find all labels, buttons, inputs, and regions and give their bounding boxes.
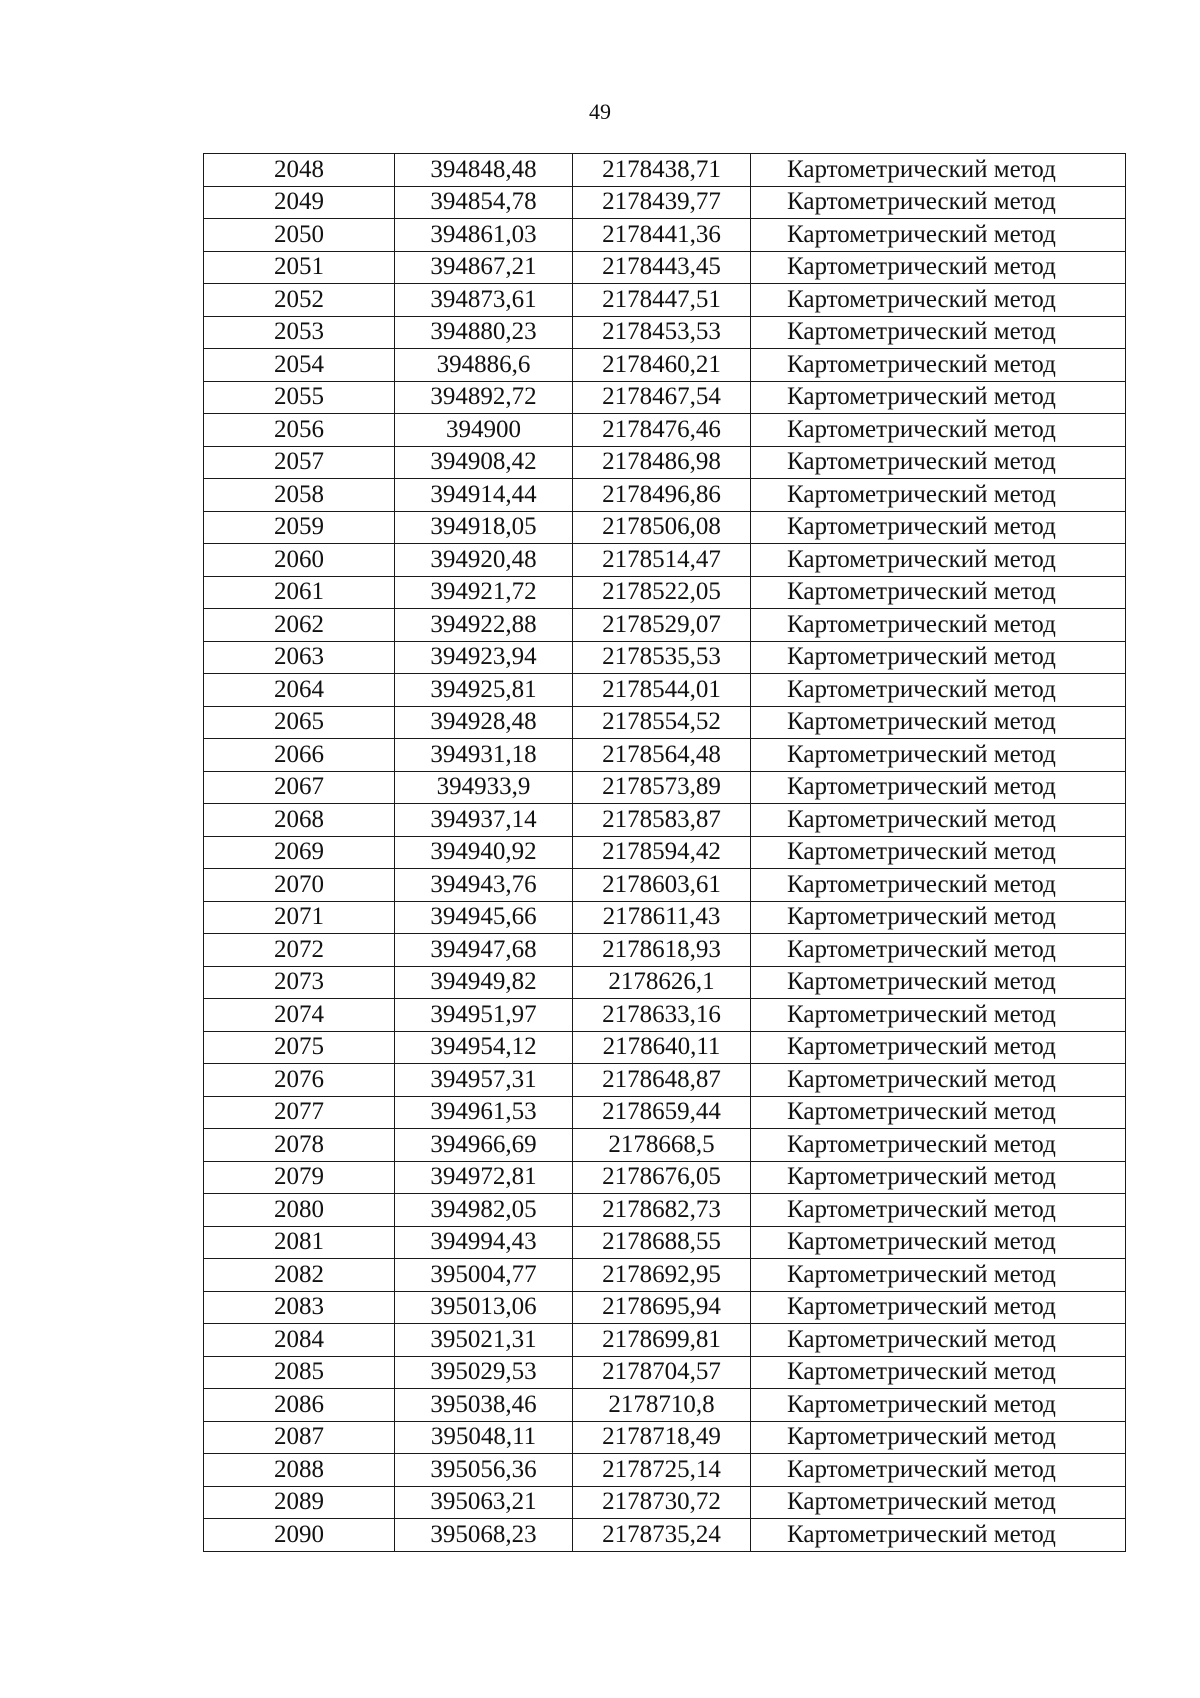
point-number-cell: 2078 [204, 1129, 395, 1162]
x-coordinate-cell: 394854,78 [395, 186, 573, 219]
x-coordinate-cell: 395029,53 [395, 1356, 573, 1389]
y-coordinate-cell: 2178699,81 [573, 1324, 751, 1357]
method-cell: Картометрический метод [751, 381, 1126, 414]
point-number-cell: 2080 [204, 1194, 395, 1227]
point-number-cell: 2075 [204, 1031, 395, 1064]
method-cell: Картометрический метод [751, 1064, 1126, 1097]
point-number-cell: 2066 [204, 739, 395, 772]
table-row [204, 869, 1126, 902]
x-coordinate-cell: 394972,81 [395, 1161, 573, 1194]
x-coordinate-cell: 394961,53 [395, 1096, 573, 1129]
y-coordinate-cell: 2178439,77 [573, 186, 751, 219]
method-cell: Картометрический метод [751, 316, 1126, 349]
y-coordinate-cell: 2178735,24 [573, 1519, 751, 1552]
y-coordinate-cell: 2178659,44 [573, 1096, 751, 1129]
table-row [204, 1291, 1126, 1324]
y-coordinate-cell: 2178603,61 [573, 869, 751, 902]
method-cell: Картометрический метод [751, 1389, 1126, 1422]
y-coordinate-cell: 2178682,73 [573, 1194, 751, 1227]
table-row [204, 446, 1126, 479]
method-cell: Картометрический метод [751, 706, 1126, 739]
y-coordinate-cell: 2178447,51 [573, 284, 751, 317]
point-number-cell: 2055 [204, 381, 395, 414]
point-number-cell: 2048 [204, 154, 395, 187]
method-cell: Картометрический метод [751, 1291, 1126, 1324]
table-row [204, 999, 1126, 1032]
point-number-cell: 2053 [204, 316, 395, 349]
x-coordinate-cell: 394945,66 [395, 901, 573, 934]
table-row [204, 804, 1126, 837]
point-number-cell: 2069 [204, 836, 395, 869]
x-coordinate-cell: 395004,77 [395, 1259, 573, 1292]
point-number-cell: 2085 [204, 1356, 395, 1389]
y-coordinate-cell: 2178718,49 [573, 1421, 751, 1454]
method-cell: Картометрический метод [751, 609, 1126, 642]
y-coordinate-cell: 2178594,42 [573, 836, 751, 869]
method-cell: Картометрический метод [751, 576, 1126, 609]
point-number-cell: 2060 [204, 544, 395, 577]
y-coordinate-cell: 2178476,46 [573, 414, 751, 447]
point-number-cell: 2067 [204, 771, 395, 804]
table-row [204, 154, 1126, 187]
table-row [204, 251, 1126, 284]
point-number-cell: 2062 [204, 609, 395, 642]
method-cell: Картометрический метод [751, 446, 1126, 479]
y-coordinate-cell: 2178583,87 [573, 804, 751, 837]
point-number-cell: 2057 [204, 446, 395, 479]
point-number-cell: 2087 [204, 1421, 395, 1454]
y-coordinate-cell: 2178453,53 [573, 316, 751, 349]
table-row [204, 1486, 1126, 1519]
y-coordinate-cell: 2178725,14 [573, 1454, 751, 1487]
method-cell: Картометрический метод [751, 284, 1126, 317]
table-row [204, 1161, 1126, 1194]
x-coordinate-cell: 394920,48 [395, 544, 573, 577]
table-row [204, 836, 1126, 869]
method-cell: Картометрический метод [751, 1454, 1126, 1487]
point-number-cell: 2086 [204, 1389, 395, 1422]
x-coordinate-cell: 394861,03 [395, 219, 573, 252]
point-number-cell: 2083 [204, 1291, 395, 1324]
table-row [204, 771, 1126, 804]
point-number-cell: 2082 [204, 1259, 395, 1292]
y-coordinate-cell: 2178695,94 [573, 1291, 751, 1324]
y-coordinate-cell: 2178460,21 [573, 349, 751, 382]
point-number-cell: 2077 [204, 1096, 395, 1129]
x-coordinate-cell: 394873,61 [395, 284, 573, 317]
x-coordinate-cell: 394957,31 [395, 1064, 573, 1097]
x-coordinate-cell: 394867,21 [395, 251, 573, 284]
y-coordinate-cell: 2178618,93 [573, 934, 751, 967]
table-row [204, 316, 1126, 349]
method-cell: Картометрический метод [751, 836, 1126, 869]
x-coordinate-cell: 394918,05 [395, 511, 573, 544]
x-coordinate-cell: 394933,9 [395, 771, 573, 804]
method-cell: Картометрический метод [751, 511, 1126, 544]
table-row [204, 284, 1126, 317]
point-number-cell: 2088 [204, 1454, 395, 1487]
y-coordinate-cell: 2178688,55 [573, 1226, 751, 1259]
x-coordinate-cell: 394923,94 [395, 641, 573, 674]
table-row [204, 186, 1126, 219]
method-cell: Картометрический метод [751, 186, 1126, 219]
y-coordinate-cell: 2178443,45 [573, 251, 751, 284]
y-coordinate-cell: 2178692,95 [573, 1259, 751, 1292]
point-number-cell: 2084 [204, 1324, 395, 1357]
method-cell: Картометрический метод [751, 641, 1126, 674]
y-coordinate-cell: 2178626,1 [573, 966, 751, 999]
method-cell: Картометрический метод [751, 414, 1126, 447]
table-row [204, 1096, 1126, 1129]
x-coordinate-cell: 394931,18 [395, 739, 573, 772]
x-coordinate-cell: 394951,97 [395, 999, 573, 1032]
method-cell: Картометрический метод [751, 479, 1126, 512]
table-row [204, 479, 1126, 512]
table-row [204, 1259, 1126, 1292]
page-number: 49 [589, 99, 611, 124]
method-cell: Картометрический метод [751, 901, 1126, 934]
table-row [204, 414, 1126, 447]
method-cell: Картометрический метод [751, 1096, 1126, 1129]
y-coordinate-cell: 2178573,89 [573, 771, 751, 804]
y-coordinate-cell: 2178438,71 [573, 154, 751, 187]
x-coordinate-cell: 395056,36 [395, 1454, 573, 1487]
x-coordinate-cell: 394954,12 [395, 1031, 573, 1064]
point-number-cell: 2071 [204, 901, 395, 934]
y-coordinate-cell: 2178704,57 [573, 1356, 751, 1389]
x-coordinate-cell: 394908,42 [395, 446, 573, 479]
table-row [204, 1519, 1126, 1552]
table-row [204, 349, 1126, 382]
point-number-cell: 2079 [204, 1161, 395, 1194]
table-row [204, 934, 1126, 967]
x-coordinate-cell: 395013,06 [395, 1291, 573, 1324]
point-number-cell: 2052 [204, 284, 395, 317]
point-number-cell: 2073 [204, 966, 395, 999]
x-coordinate-cell: 395068,23 [395, 1519, 573, 1552]
point-number-cell: 2051 [204, 251, 395, 284]
x-coordinate-cell: 394966,69 [395, 1129, 573, 1162]
table-row [204, 1324, 1126, 1357]
y-coordinate-cell: 2178529,07 [573, 609, 751, 642]
point-number-cell: 2061 [204, 576, 395, 609]
method-cell: Картометрический метод [751, 966, 1126, 999]
method-cell: Картометрический метод [751, 999, 1126, 1032]
y-coordinate-cell: 2178441,36 [573, 219, 751, 252]
x-coordinate-cell: 395021,31 [395, 1324, 573, 1357]
x-coordinate-cell: 394928,48 [395, 706, 573, 739]
x-coordinate-cell: 394982,05 [395, 1194, 573, 1227]
coordinates-table-body [204, 154, 1126, 1552]
method-cell: Картометрический метод [751, 1129, 1126, 1162]
x-coordinate-cell: 394848,48 [395, 154, 573, 187]
table-row [204, 901, 1126, 934]
method-cell: Картометрический метод [751, 219, 1126, 252]
y-coordinate-cell: 2178522,05 [573, 576, 751, 609]
y-coordinate-cell: 2178710,8 [573, 1389, 751, 1422]
y-coordinate-cell: 2178611,43 [573, 901, 751, 934]
x-coordinate-cell: 394900 [395, 414, 573, 447]
y-coordinate-cell: 2178506,08 [573, 511, 751, 544]
y-coordinate-cell: 2178648,87 [573, 1064, 751, 1097]
point-number-cell: 2054 [204, 349, 395, 382]
x-coordinate-cell: 394940,92 [395, 836, 573, 869]
x-coordinate-cell: 394921,72 [395, 576, 573, 609]
y-coordinate-cell: 2178554,52 [573, 706, 751, 739]
table-row [204, 1356, 1126, 1389]
x-coordinate-cell: 394914,44 [395, 479, 573, 512]
method-cell: Картометрический метод [751, 771, 1126, 804]
point-number-cell: 2056 [204, 414, 395, 447]
x-coordinate-cell: 394994,43 [395, 1226, 573, 1259]
y-coordinate-cell: 2178640,11 [573, 1031, 751, 1064]
table-row [204, 544, 1126, 577]
table-row [204, 674, 1126, 707]
point-number-cell: 2059 [204, 511, 395, 544]
point-number-cell: 2081 [204, 1226, 395, 1259]
point-number-cell: 2050 [204, 219, 395, 252]
y-coordinate-cell: 2178668,5 [573, 1129, 751, 1162]
point-number-cell: 2089 [204, 1486, 395, 1519]
point-number-cell: 2049 [204, 186, 395, 219]
y-coordinate-cell: 2178467,54 [573, 381, 751, 414]
x-coordinate-cell: 395048,11 [395, 1421, 573, 1454]
method-cell: Картометрический метод [751, 1519, 1126, 1552]
method-cell: Картометрический метод [751, 1259, 1126, 1292]
table-row [204, 1064, 1126, 1097]
point-number-cell: 2058 [204, 479, 395, 512]
x-coordinate-cell: 394947,68 [395, 934, 573, 967]
method-cell: Картометрический метод [751, 251, 1126, 284]
method-cell: Картометрический метод [751, 1324, 1126, 1357]
y-coordinate-cell: 2178564,48 [573, 739, 751, 772]
x-coordinate-cell: 395038,46 [395, 1389, 573, 1422]
table-row [204, 511, 1126, 544]
method-cell: Картометрический метод [751, 1486, 1126, 1519]
x-coordinate-cell: 394937,14 [395, 804, 573, 837]
point-number-cell: 2072 [204, 934, 395, 967]
x-coordinate-cell: 394925,81 [395, 674, 573, 707]
table-row [204, 966, 1126, 999]
y-coordinate-cell: 2178535,53 [573, 641, 751, 674]
method-cell: Картометрический метод [751, 1226, 1126, 1259]
point-number-cell: 2076 [204, 1064, 395, 1097]
table-row [204, 1454, 1126, 1487]
method-cell: Картометрический метод [751, 154, 1126, 187]
method-cell: Картометрический метод [751, 674, 1126, 707]
y-coordinate-cell: 2178486,98 [573, 446, 751, 479]
method-cell: Картометрический метод [751, 1031, 1126, 1064]
table-row [204, 609, 1126, 642]
y-coordinate-cell: 2178544,01 [573, 674, 751, 707]
method-cell: Картометрический метод [751, 1161, 1126, 1194]
point-number-cell: 2064 [204, 674, 395, 707]
x-coordinate-cell: 394886,6 [395, 349, 573, 382]
y-coordinate-cell: 2178496,86 [573, 479, 751, 512]
y-coordinate-cell: 2178730,72 [573, 1486, 751, 1519]
x-coordinate-cell: 394880,23 [395, 316, 573, 349]
method-cell: Картометрический метод [751, 869, 1126, 902]
table-row [204, 219, 1126, 252]
point-number-cell: 2074 [204, 999, 395, 1032]
y-coordinate-cell: 2178676,05 [573, 1161, 751, 1194]
x-coordinate-cell: 394943,76 [395, 869, 573, 902]
table-row [204, 1031, 1126, 1064]
table-row [204, 1421, 1126, 1454]
point-number-cell: 2070 [204, 869, 395, 902]
method-cell: Картометрический метод [751, 349, 1126, 382]
method-cell: Картометрический метод [751, 1421, 1126, 1454]
table-row [204, 381, 1126, 414]
method-cell: Картометрический метод [751, 804, 1126, 837]
table-row [204, 641, 1126, 674]
point-number-cell: 2068 [204, 804, 395, 837]
x-coordinate-cell: 394922,88 [395, 609, 573, 642]
method-cell: Картометрический метод [751, 544, 1126, 577]
y-coordinate-cell: 2178633,16 [573, 999, 751, 1032]
method-cell: Картометрический метод [751, 1356, 1126, 1389]
x-coordinate-cell: 394892,72 [395, 381, 573, 414]
table-row [204, 739, 1126, 772]
y-coordinate-cell: 2178514,47 [573, 544, 751, 577]
table-row [204, 1194, 1126, 1227]
x-coordinate-cell: 395063,21 [395, 1486, 573, 1519]
table-row [204, 1226, 1126, 1259]
x-coordinate-cell: 394949,82 [395, 966, 573, 999]
point-number-cell: 2063 [204, 641, 395, 674]
method-cell: Картометрический метод [751, 934, 1126, 967]
coordinates-table [203, 153, 1126, 1552]
table-row [204, 706, 1126, 739]
method-cell: Картометрический метод [751, 739, 1126, 772]
point-number-cell: 2065 [204, 706, 395, 739]
method-cell: Картометрический метод [751, 1194, 1126, 1227]
point-number-cell: 2090 [204, 1519, 395, 1552]
table-row [204, 1129, 1126, 1162]
table-row [204, 576, 1126, 609]
table-row [204, 1389, 1126, 1422]
